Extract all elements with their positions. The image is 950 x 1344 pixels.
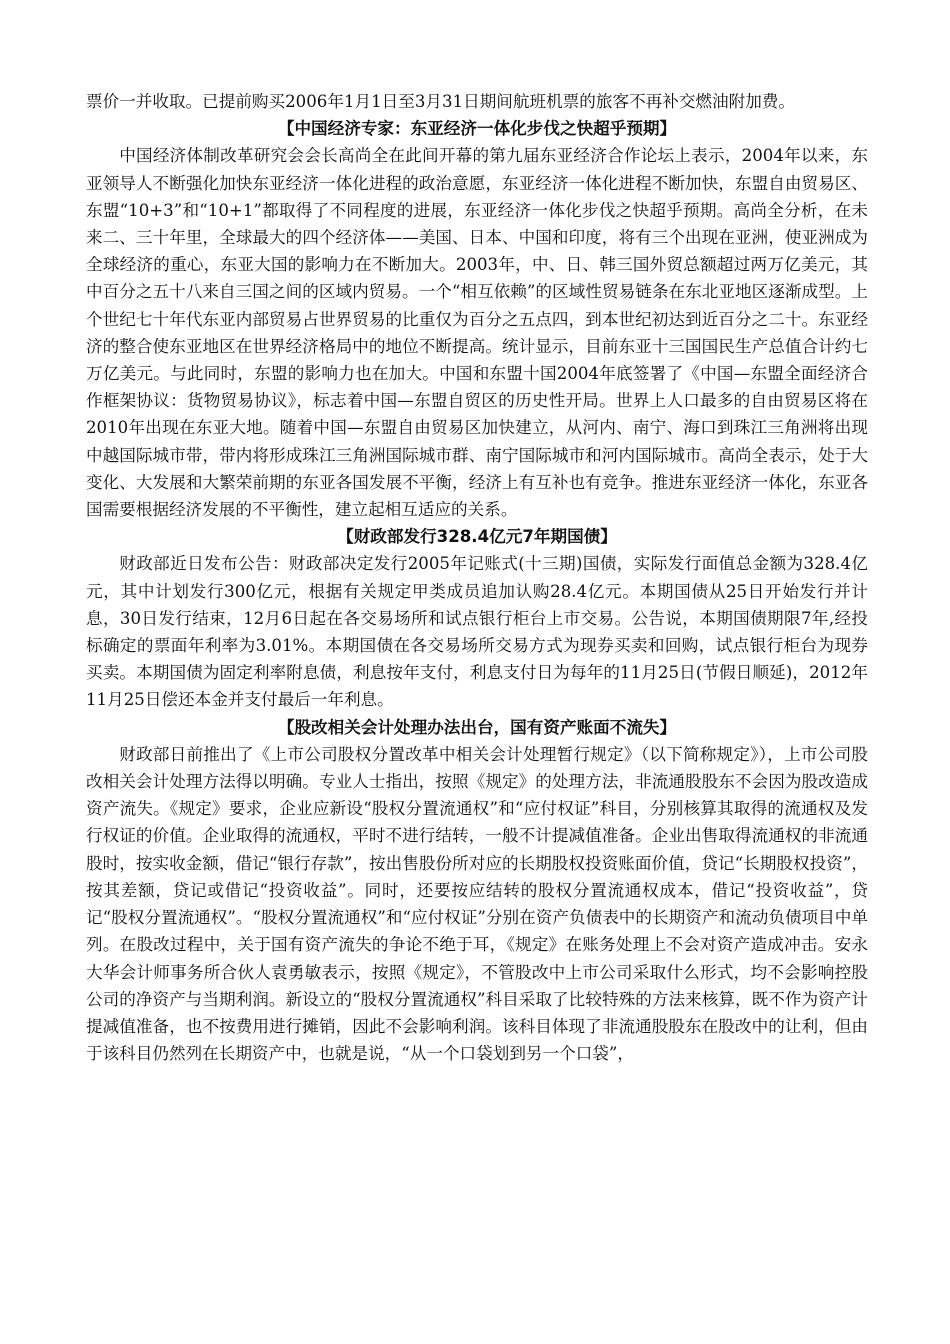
article-body: 财政部近日发布公告：财政部决定发行2005年记账式(十三期)国债，实际发行面值总金额为328.4亿元，其中计划发行300亿元，根据有关规定甲类成员追加认购28.4亿元。本期国债从25日开始发行并计息，30日发行结束，12月6日起在各交易场所和试点银行柜台上市交易。公告说，本期国债期限7年,经投标确定的票面年利率为3.01%。本期国债在各交易场所交易方式为现券买卖和回购，试点银行柜台为现券买卖。本期国债为固定利率附息债，利息按年支付，利息支付日为每年的11月25日(节假日顺延)，2012年11月25日偿还本金并支付最后一年利息。 <box>86 554 868 710</box>
article-east-asia-integration <box>86 115 868 523</box>
article-title: 【股改相关会计处理办法出台，国有资产账面不流失】 <box>277 717 677 737</box>
article-body: 财政部日前推出了《上市公司股权分置改革中相关会计处理暂行规定》（以下简称规定》），上市公司股改相关会计处理方法得以明确。专业人士指出，按照《规定》的处理方法，非流通股股东不会因为股改造成资产流失。《规定》要求，企业应新设“股权分置流通权”和“应付权证”科目，分别核算其取得的流通权及发行权证的价值。企业取得的流通权，平时不进行结转，一般不计提减值准备。企业出售取得流通权的非流通股时，按实收金额，借记“银行存款”，按出售股份所对应的长期股权投资账面价值，贷记“长期股权投资”，按其差额，贷记或借记“投资收益”。同时，还要按应结转的股权分置流通权成本，借记“投资收益”，贷记“股权分置流通权”。“股权分置流通权”和“应付权证”分别在资产负债表中的长期资产和流动负债项目中单列。在股改过程中，关于国有资产流失的争论不绝于耳，《规定》在账务处理上不会对资产造成冲击。安永大华会计师事务所合伙人袁勇敏表示，按照《规定》，不管股改中上市公司采取什么形式，均不会影响控股公司的净资产与当期利润。新设立的“股权分置流通权”科目采取了比较特殊的方法来核算，既不作为资产计提减值准备，也不按费用进行摊销，因此不会影响利润。该科目体现了非流通股股东在股改中的让利，但由于该科目仍然列在长期资产中，也就是说，“从一个口袋划到另一个口袋”， <box>86 744 868 1064</box>
article-share-reform-accounting <box>86 714 868 1068</box>
article-title: 【财政部发行328.4亿元7年期国债】 <box>337 527 617 547</box>
intro-paragraph: 票价一并收取。已提前购买2006年1月1日至3月31日期间航班机票的旅客不再补交燃油附加费。 <box>86 92 795 111</box>
article-title: 【中国经济专家：东亚经济一体化步伐之快超乎预期】 <box>277 119 677 139</box>
document-page <box>86 88 868 1067</box>
article-treasury-bond <box>86 523 868 713</box>
article-body: 中国经济体制改革研究会会长高尚全在此间开幕的第九届东亚经济合作论坛上表示，2004年以来，东亚领导人不断强化加快东亚经济一体化进程的政治意愿，东亚经济一体化进程不断加快，东盟自由贸易区、东盟“10+3”和“10+1”都取得了不同程度的进展，东亚经济一体化步伐之快超乎预期。高尚全分析，在未来二、三十年里，全球最大的四个经济体——美国、日本、中国和印度，将有三个出现在亚洲，使亚洲成为全球经济的重心，东亚大国的影响力在不断加大。2003年，中、日、韩三国外贸总额超过两万亿美元，其中百分之五十八来自三国之间的区域内贸易。一个“相互依赖”的区域性贸易链条在东北亚地区逐渐成型。上个世纪七十年代东亚内部贸易占世界贸易的比重仅为百分之五点四，到本世纪初达到近百分之二十。东亚经济的整合使东亚地区在世界经济格局中的地位不断提高。统计显示，目前东亚十三国国民生产总值合计约七万亿美元。与此同时，东盟的影响力也在加大。中国和东盟十国2004年底签署了《中国—东盟全面经济合作框架协议：货物贸易协议》，标志着中国—东盟自贸区的历史性开局。世界上人口最多的自由贸易区将在2010年出现在东亚大地。随着中国—东盟自由贸易区加快建立，从河内、南宁、海口到珠江三角洲将出现中越国际城市带，带内将形成珠江三角洲国际城市群、南宁国际城市和河内国际城市。高尚全表示，处于大变化、大发展和大繁荣前期的东亚各国发展不平衡，经济上有互补也有竞争。推进东亚经济一体化，东亚各国需要根据经济发展的不平衡性，建立起相互适应的关系。 <box>86 146 868 520</box>
